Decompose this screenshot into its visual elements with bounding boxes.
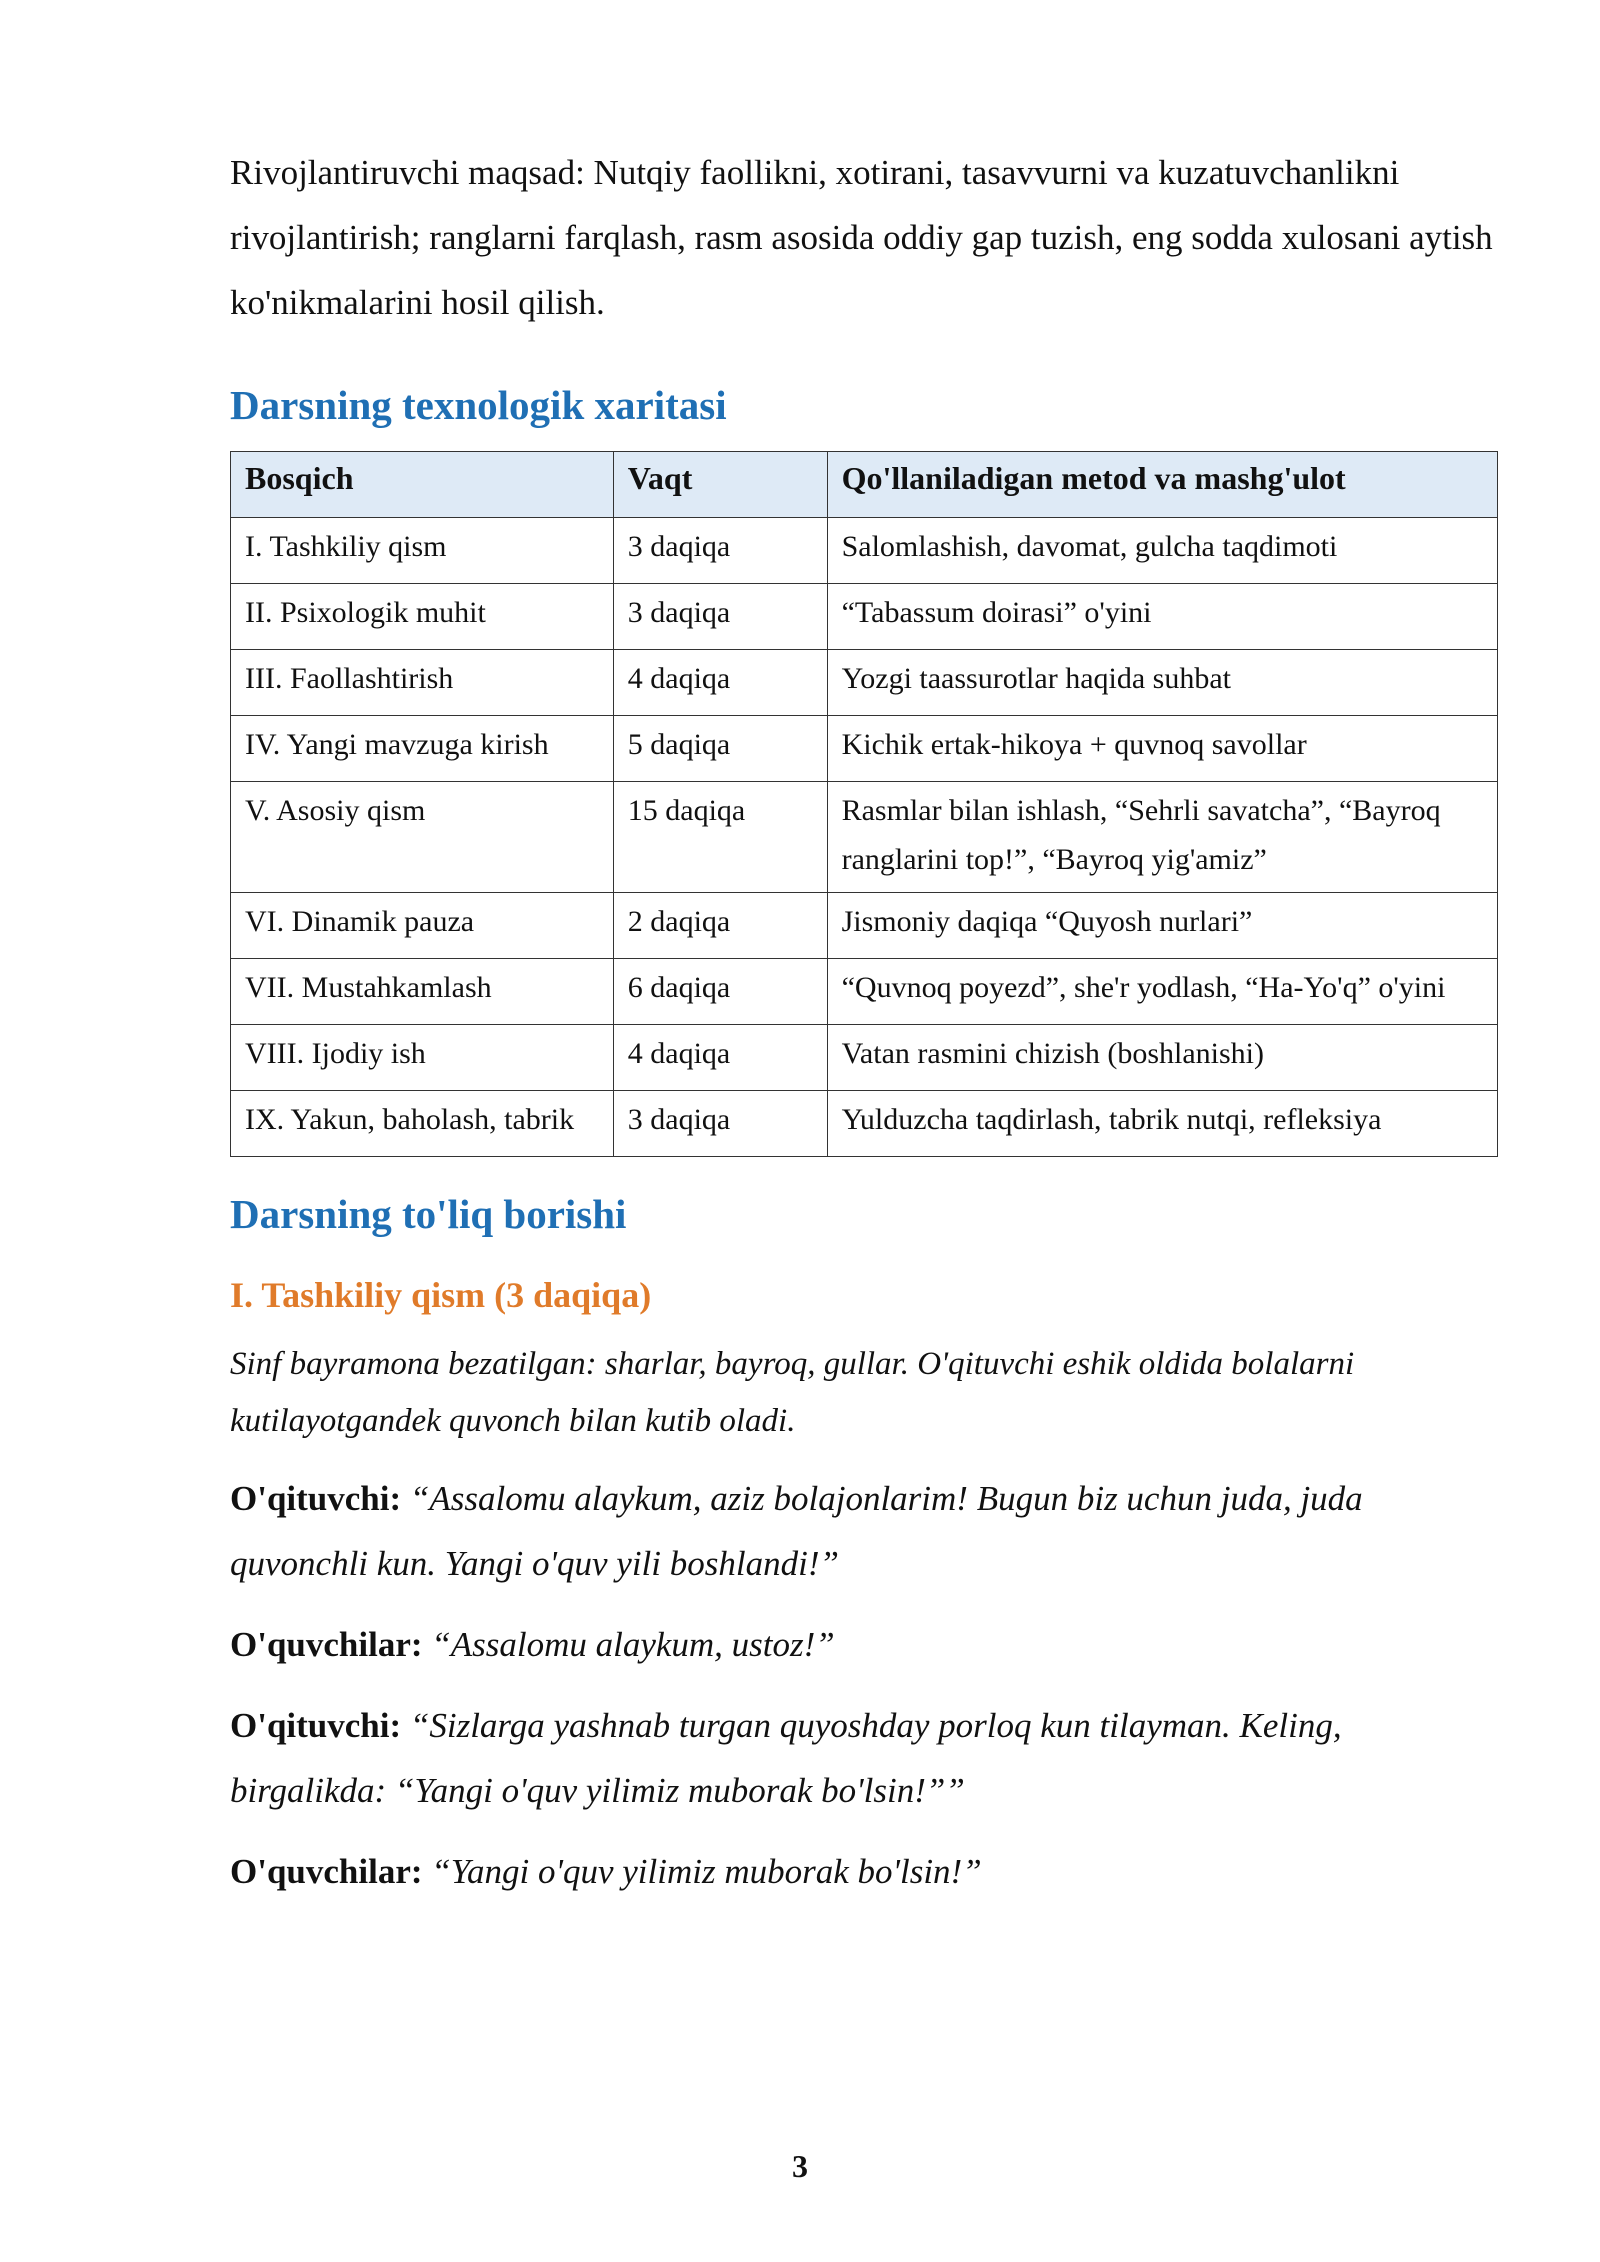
header-time: Vaqt (613, 452, 827, 518)
section-title-technology-map: Darsning texnologik xaritasi (230, 382, 727, 428)
speaker-label: O'qituvchi: (230, 1479, 402, 1518)
cell-stage: I. Tashkiliy qism (231, 518, 614, 584)
cell-method: “Tabassum doirasi” o'yini (827, 584, 1497, 650)
cell-time: 3 daqiqa (613, 1091, 827, 1157)
cell-stage: V. Asosiy qism (231, 782, 614, 893)
speech-text: “Yangi o'quv yilimiz muborak bo'lsin!” (431, 1852, 982, 1891)
dialog-line (230, 1612, 1500, 1677)
dialog-line (230, 1839, 1500, 1904)
cell-method: Jismoniy daqiqa “Quyosh nurlari” (827, 893, 1497, 959)
document-page (230, 140, 1500, 1920)
intro-paragraph: Rivojlantiruvchi maqsad: Nutqiy faollikni, xotirani, tasavvurni va kuzatuvchanlikni rivojlantirish; ranglarni farqlash, rasm asosida oddiy gap tuzish, eng sodda xulosani aytish ko'nikmalarini hosil qilish. (230, 153, 1493, 322)
cell-method: Salomlashish, davomat, gulcha taqdimoti (827, 518, 1497, 584)
table-row (231, 893, 1498, 959)
table-row (231, 716, 1498, 782)
table-row (231, 1025, 1498, 1091)
dialog-line (230, 1466, 1500, 1596)
cell-method: Yulduzcha taqdirlash, tabrik nutqi, refleksiya (827, 1091, 1497, 1157)
speaker-label: O'quvchilar: (230, 1625, 423, 1664)
cell-stage: II. Psixologik muhit (231, 584, 614, 650)
cell-stage: VI. Dinamik pauza (231, 893, 614, 959)
cell-stage: VIII. Ijodiy ish (231, 1025, 614, 1091)
table-row (231, 650, 1498, 716)
table-header-row (231, 452, 1498, 518)
technology-map-table (230, 451, 1498, 1157)
cell-time: 2 daqiqa (613, 893, 827, 959)
header-stage: Bosqich (231, 452, 614, 518)
cell-method: “Quvnoq poyezd”, she'r yodlash, “Ha-Yo'q” o'yini (827, 959, 1497, 1025)
cell-time: 6 daqiqa (613, 959, 827, 1025)
dialog-line (230, 1693, 1500, 1823)
narration-paragraph: Sinf bayramona bezatilgan: sharlar, bayroq, gullar. O'qituvchi eshik oldida bolalarni kutilayotgandek quvonch bilan kutib oladi. (230, 1346, 1355, 1439)
cell-method: Vatan rasmini chizish (boshlanishi) (827, 1025, 1497, 1091)
cell-time: 5 daqiqa (613, 716, 827, 782)
cell-time: 4 daqiqa (613, 1025, 827, 1091)
speech-text: “Assalomu alaykum, ustoz!” (431, 1625, 835, 1664)
table-row (231, 959, 1498, 1025)
cell-time: 3 daqiqa (613, 584, 827, 650)
speaker-label: O'qituvchi: (230, 1706, 402, 1745)
table-row (231, 518, 1498, 584)
table-row (231, 782, 1498, 893)
cell-time: 3 daqiqa (613, 518, 827, 584)
cell-time: 4 daqiqa (613, 650, 827, 716)
cell-stage: IV. Yangi mavzuga kirish (231, 716, 614, 782)
page-number: 3 (792, 2148, 808, 2184)
cell-stage: VII. Mustahkamlash (231, 959, 614, 1025)
subsection-title-organizational: I. Tashkiliy qism (3 daqiqa) (230, 1275, 652, 1315)
speech-text: “Sizlarga yashnab turgan quyoshday porloq kun tilayman. Keling, birgalikda: “Yangi o'quv yilimiz muborak bo'lsin!”” (230, 1706, 1342, 1810)
cell-method: Yozgi taassurotlar haqida suhbat (827, 650, 1497, 716)
cell-method: Kichik ertak-hikoya + quvnoq savollar (827, 716, 1497, 782)
speaker-label: O'quvchilar: (230, 1852, 423, 1891)
cell-time: 15 daqiqa (613, 782, 827, 893)
cell-stage: III. Faollashtirish (231, 650, 614, 716)
section-title-lesson-progress: Darsning to'liq borishi (230, 1191, 627, 1237)
table-row (231, 1091, 1498, 1157)
header-method: Qo'llaniladigan metod va mashg'ulot (827, 452, 1497, 518)
cell-method: Rasmlar bilan ishlash, “Sehrli savatcha”, “Bayroq ranglarini top!”, “Bayroq yig'amiz” (827, 782, 1497, 893)
cell-stage: IX. Yakun, baholash, tabrik (231, 1091, 614, 1157)
speech-text: “Assalomu alaykum, aziz bolajonlarim! Bugun biz uchun juda, juda quvonchli kun. Yangi o'quv yili boshlandi!” (230, 1479, 1363, 1583)
table-row (231, 584, 1498, 650)
